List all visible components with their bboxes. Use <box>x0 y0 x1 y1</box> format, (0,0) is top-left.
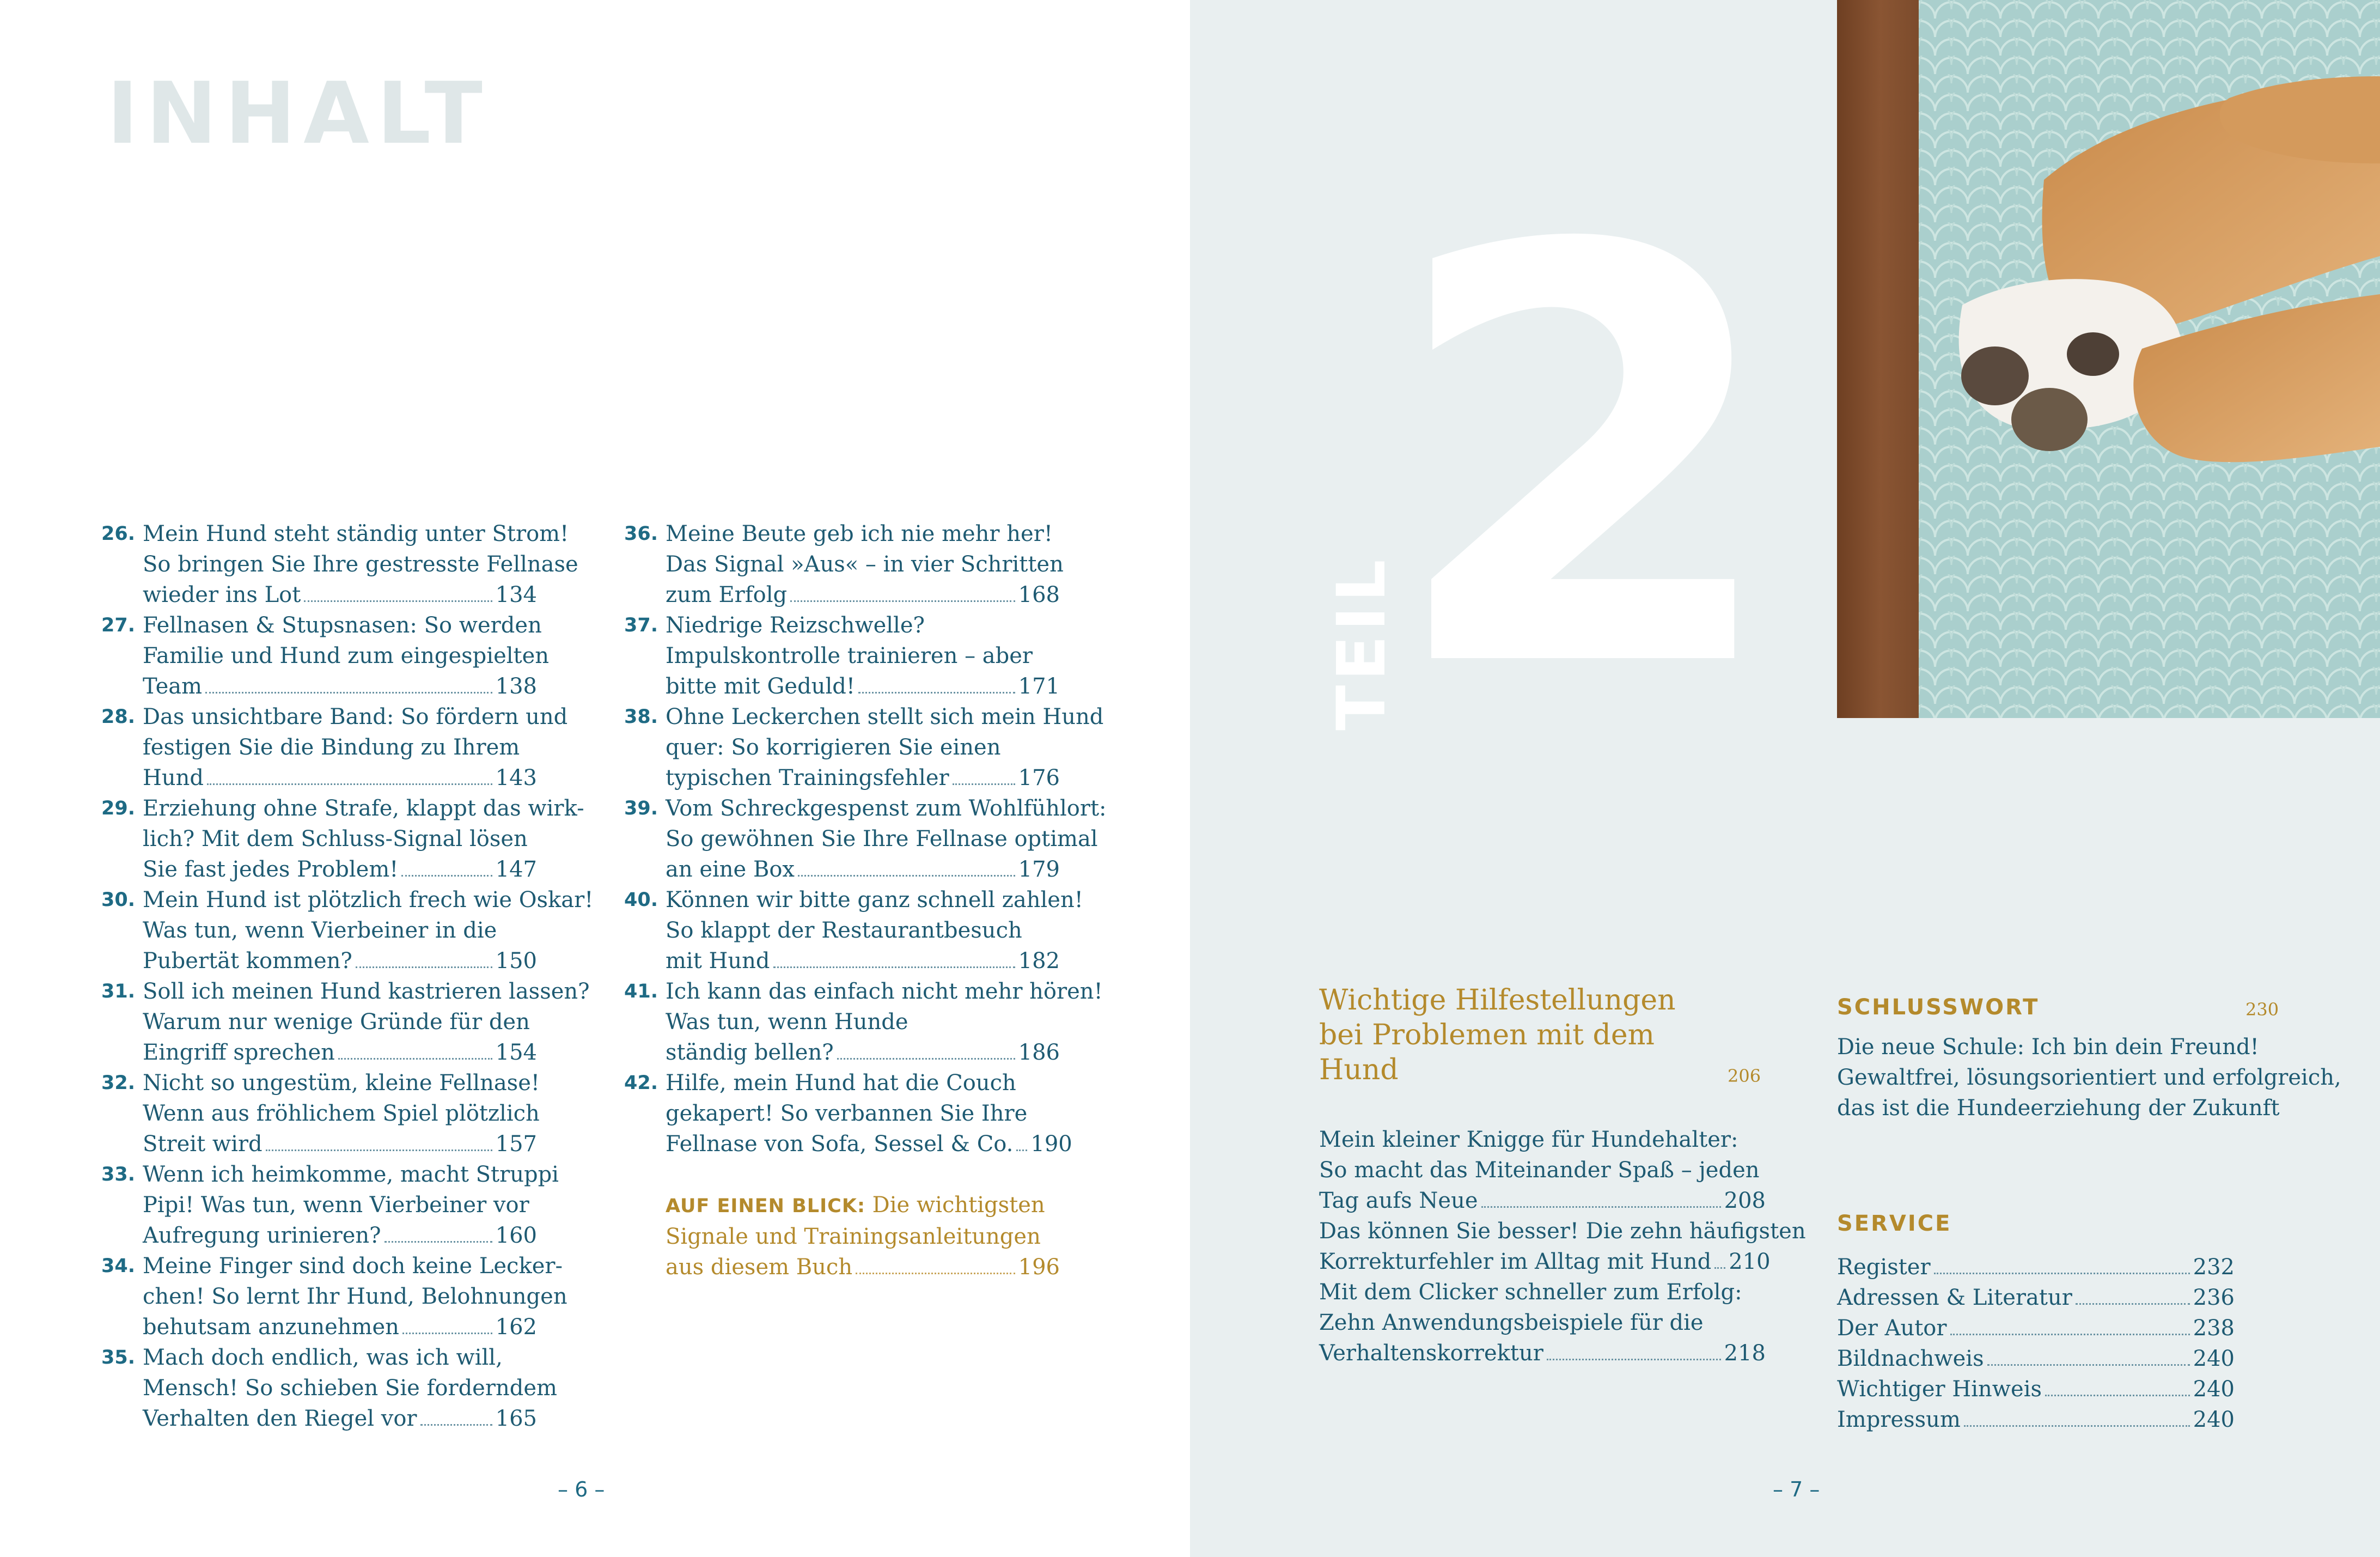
toc-entry[interactable]: 40. Können wir bitte ganz schnell zahlen! So klappt der Restaurantbesuch mit Hund 182 <box>624 885 1060 976</box>
schlusswort-page: 230 <box>2245 999 2279 1020</box>
leader-dots <box>205 692 492 694</box>
toc-page-number: 162 <box>495 1315 537 1340</box>
service-item[interactable]: Impressum 240 <box>1837 1404 2235 1435</box>
leader-dots <box>858 692 1015 694</box>
toc-page-number: 176 <box>1018 765 1060 790</box>
toc-entry-number: 40. <box>624 889 658 911</box>
service-item[interactable]: Bildnachweis 240 <box>1837 1343 2235 1374</box>
toc-entry[interactable]: 41. Ich kann das einfach nicht mehr hören! Was tun, wenn Hunde ständig bellen? 186 <box>624 976 1060 1068</box>
section-entry[interactable]: Mit dem Clicker schneller zum Erfolg: Zehn Anwendungsbeispiele für die Verhaltenskorrektur 218 <box>1319 1277 1766 1369</box>
toc-entry[interactable]: 39. Vom Schreckgespenst zum Wohlfühlort: So gewöhnen Sie Ihre Fellnase optimal an eine Box 179 <box>624 793 1060 885</box>
toc-entry-number: 42. <box>624 1072 658 1094</box>
section-page-number: 206 <box>1728 1066 1761 1086</box>
leader-dots <box>1934 1273 2190 1274</box>
toc-column-left <box>101 519 594 1434</box>
toc-entry-number: 29. <box>101 798 136 819</box>
toc-column-middle <box>624 519 1107 1282</box>
toc-entry-number: 27. <box>101 615 136 636</box>
page-number-right: – 7 – <box>1773 1477 1820 1501</box>
toc-entry-number: 32. <box>101 1072 136 1094</box>
toc-page-number: 240 <box>2193 1377 2235 1402</box>
section-title: Wichtige Hilfestellungen bei Problemen mit dem Hund <box>1319 984 1676 1086</box>
toc-entry[interactable]: 30. Mein Hund ist plötzlich frech wie Oskar! Was tun, wenn Vierbeiner in die Pubertät kommen? 150 <box>101 885 537 976</box>
toc-page-number: 138 <box>495 674 537 699</box>
toc-page-number: 171 <box>1018 674 1060 699</box>
service-item[interactable]: Adressen & Literatur 236 <box>1837 1282 2235 1313</box>
leader-dots <box>207 783 492 785</box>
leader-dots <box>304 600 492 602</box>
leader-dots <box>1547 1359 1721 1360</box>
leader-dots <box>1964 1425 2190 1427</box>
section-entry[interactable]: Das können Sie besser! Die zehn häufigsten Korrekturfehler im Alltag mit Hund 210 <box>1319 1216 1766 1277</box>
toc-page-number: 196 <box>1018 1255 1060 1280</box>
toc-page-number: 179 <box>1018 857 1060 882</box>
toc-entry[interactable]: 34. Meine Finger sind doch keine Lecker- chen! So lernt Ihr Hund, Belohnungen behutsam anzunehmen 162 <box>101 1251 537 1342</box>
toc-entry-number: 36. <box>624 523 658 545</box>
toc-entry-number: 35. <box>101 1347 136 1369</box>
toc-entry[interactable]: 33. Wenn ich heimkomme, macht Struppi Pipi! Was tun, wenn Vierbeiner vor Aufregung urinieren? 160 <box>101 1159 537 1251</box>
toc-page-number: 238 <box>2193 1316 2235 1341</box>
toc-page-number: 240 <box>2193 1346 2235 1371</box>
leader-dots <box>420 1424 492 1426</box>
auf-einen-blick-entry[interactable]: AUF EINEN BLICK: Die wichtigsten Signale und Trainingsanleitungen aus diesem Buch 196 <box>624 1190 1060 1282</box>
schlusswort-title: SCHLUSSWORT <box>1837 995 2040 1020</box>
leader-dots <box>402 1333 492 1334</box>
toc-page-number: 240 <box>2193 1407 2235 1432</box>
toc-entry[interactable]: 37. Niedrige Reizschwelle? Impulskontrolle trainieren – aber bitte mit Geduld! 171 <box>624 610 1060 702</box>
leader-dots <box>356 966 492 968</box>
toc-entry-number: 26. <box>101 523 136 545</box>
dog-paws-illustration <box>1837 0 2380 718</box>
schlusswort-entry[interactable]: Die neue Schule: Ich bin dein Freund! Gewaltfrei, lösungsorientiert und erfolgreich, das ist die Hundeerziehung der Zukunft <box>1837 1035 2341 1121</box>
service-item[interactable]: Wichtiger Hinweis 240 <box>1837 1374 2235 1404</box>
toc-page-number: 168 <box>1018 582 1060 607</box>
toc-entry-number: 30. <box>101 889 136 911</box>
page-heading: INHALT <box>107 64 490 163</box>
leader-dots <box>1950 1334 2190 1335</box>
toc-page-number: 160 <box>495 1223 537 1248</box>
leader-dots <box>798 875 1015 877</box>
toc-entry-number: 33. <box>101 1164 136 1185</box>
toc-page-number: 190 <box>1030 1132 1072 1157</box>
toc-page-number: 232 <box>2193 1255 2235 1280</box>
toc-page-number: 182 <box>1018 948 1060 974</box>
toc-entry-number: 38. <box>624 706 658 728</box>
service-title: SERVICE <box>1837 1211 1952 1236</box>
toc-entry[interactable]: 32. Nicht so ungestüm, kleine Fellnase! Wenn aus fröhlichem Spiel plötzlich Streit wird 157 <box>101 1068 537 1159</box>
toc-page-number: 186 <box>1018 1040 1060 1065</box>
leader-dots <box>401 875 492 877</box>
toc-entry-number: 34. <box>101 1255 136 1277</box>
toc-entry-number: 28. <box>101 706 136 728</box>
toc-entry[interactable]: 28. Das unsichtbare Band: So fördern und festigen Sie die Bindung zu Ihrem Hund 143 <box>101 702 537 793</box>
toc-entry[interactable]: 31. Soll ich meinen Hund kastrieren lassen? Warum nur wenige Gründe für den Eingriff sprechen 154 <box>101 976 537 1068</box>
toc-entry[interactable]: 27. Fellnasen & Stupsnasen: So werden Familie und Hund zum eingespielten Team 138 <box>101 610 537 702</box>
leader-dots <box>2045 1395 2190 1396</box>
leader-dots <box>2076 1303 2190 1305</box>
page-number-left: – 6 – <box>558 1477 605 1501</box>
section-entry[interactable]: Mein kleiner Knigge für Hundehalter: So macht das Miteinander Spaß – jeden Tag aufs Neue 208 <box>1319 1124 1766 1216</box>
leader-dots <box>266 1149 492 1151</box>
leader-dots <box>1714 1267 1725 1269</box>
leader-dots <box>1481 1206 1721 1208</box>
toc-page-number: 147 <box>495 857 537 882</box>
toc-page-number: 218 <box>1724 1341 1766 1366</box>
leader-dots <box>837 1058 1015 1060</box>
service-item[interactable]: Register 232 <box>1837 1252 2235 1282</box>
toc-page-number: 154 <box>495 1040 537 1065</box>
toc-page-number: 143 <box>495 765 537 790</box>
toc-entry[interactable]: 36. Meine Beute geb ich nie mehr her! Das Signal »Aus« – in vier Schritten zum Erfolg 168 <box>624 519 1060 610</box>
part-label: TEIL <box>1323 555 1400 731</box>
leader-dots <box>385 1241 492 1243</box>
leader-dots <box>773 966 1015 968</box>
leader-dots <box>790 600 1015 602</box>
toc-entry[interactable]: 42. Hilfe, mein Hund hat die Couch gekapert! So verbannen Sie Ihre Fellnase von Sofa, Sessel & Co. 190 <box>624 1068 1060 1159</box>
toc-entry-number: 39. <box>624 798 658 819</box>
toc-page-number: 134 <box>495 582 537 607</box>
toc-entry-number: 41. <box>624 981 658 1002</box>
section-service <box>1837 1208 2235 1435</box>
toc-entry-number: 37. <box>624 615 658 636</box>
toc-entry[interactable]: 26. Mein Hund steht ständig unter Strom! So bringen Sie Ihre gestresste Fellnase wieder ins Lot 134 <box>101 519 537 610</box>
toc-page-number: 150 <box>495 948 537 974</box>
dog-paws-photo <box>1837 0 2380 718</box>
section-hilfestellungen <box>1319 983 1806 1369</box>
leader-dots <box>1987 1364 2190 1366</box>
toc-page-number: 210 <box>1729 1249 1771 1274</box>
toc-page-number: 208 <box>1724 1188 1766 1213</box>
toc-page-number: 157 <box>495 1132 537 1157</box>
auf-einen-blick-label: AUF EINEN BLICK: <box>666 1195 865 1217</box>
service-item[interactable]: Der Autor 238 <box>1837 1313 2235 1343</box>
toc-entry-number: 31. <box>101 981 136 1002</box>
toc-page-number: 165 <box>495 1406 537 1431</box>
leader-dots <box>953 783 1015 785</box>
leader-dots <box>1016 1149 1027 1151</box>
section-schlusswort <box>1837 995 2341 1123</box>
toc-entry[interactable]: 35. Mach doch endlich, was ich will, Mensch! So schieben Sie forderndem Verhalten den Riegel vor 165 <box>101 1342 537 1434</box>
leader-dots <box>338 1058 492 1060</box>
toc-page-number: 236 <box>2193 1285 2235 1310</box>
toc-entry[interactable]: 38. Ohne Leckerchen stellt sich mein Hund quer: So korrigieren Sie einen typischen Trainingsfehler 176 <box>624 702 1060 793</box>
part-number: 2 <box>1386 127 1784 793</box>
toc-entry[interactable]: 29. Erziehung ohne Strafe, klappt das wirk- lich? Mit dem Schluss-Signal lösen Sie fast jedes Problem! 147 <box>101 793 537 885</box>
